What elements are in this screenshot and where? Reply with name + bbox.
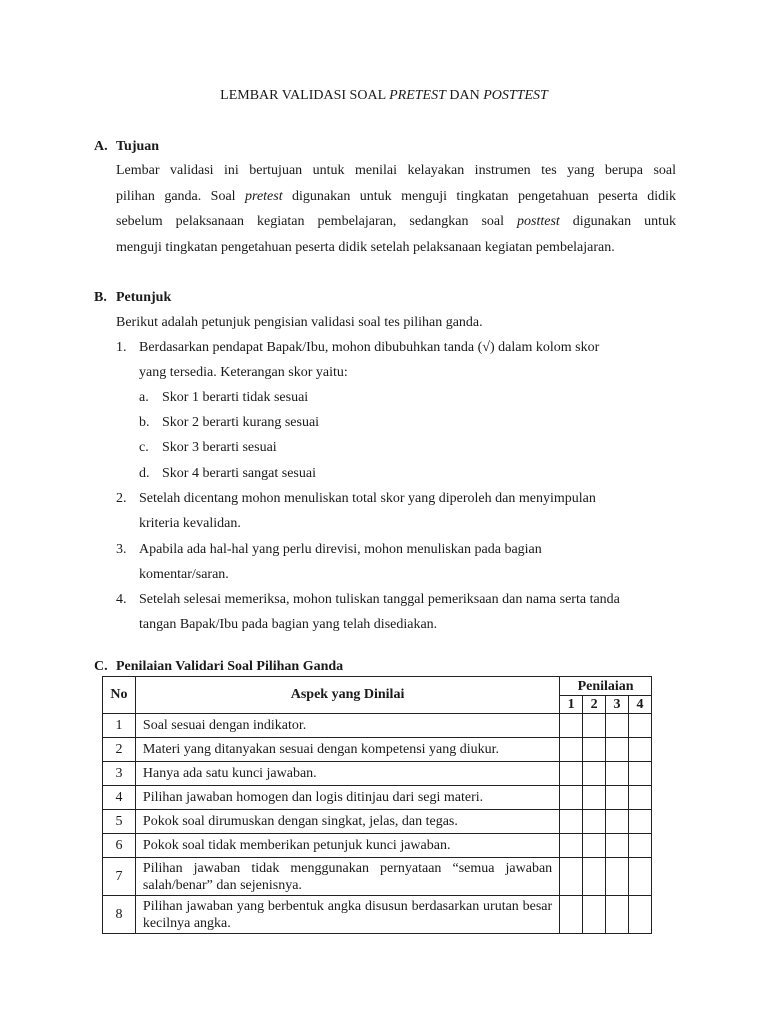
title-mid: DAN (445, 88, 484, 103)
row-aspek-text: Materi yang ditanyakan sesuai dengan kompetensi yang diukur. (142, 742, 500, 757)
item-4-line-2: tangan Bapak/Ibu pada bagian yang telah disediakan. (139, 617, 438, 632)
score-cell[interactable] (629, 858, 652, 896)
section-c-letter: C. (94, 659, 108, 674)
score-cell[interactable] (629, 738, 652, 762)
score-cell[interactable] (560, 738, 583, 762)
item-1-line-2: yang tersedia. Keterangan skor yaitu: (139, 365, 348, 380)
sub-c-text: Skor 3 berarti sesuai (162, 440, 277, 455)
section-a-line-2-part-b: digunakan untuk menguji tingkatan pengetahuan peserta didik (282, 188, 677, 204)
item-4-number: 4. (116, 592, 127, 607)
row-aspek-text: Pilihan jawaban homogen dan logis ditinjau dari segi materi. (142, 790, 484, 805)
section-b-intro: Berikut adalah petunjuk pengisian validasi soal tes pilihan ganda. (116, 315, 483, 330)
header-no: No (103, 677, 136, 714)
row-aspek (135, 896, 559, 934)
table-row (103, 762, 652, 786)
row-aspek (135, 810, 559, 834)
score-cell[interactable] (606, 896, 629, 934)
section-a-line-2-emphasis: pretest (245, 188, 283, 204)
section-c-heading (94, 657, 343, 677)
section-a-line-1: Lembar validasi ini bertujuan untuk menilai kelayakan instrumen tes yang berupa soal (116, 163, 676, 178)
item-1-number: 1. (116, 340, 127, 355)
score-cell[interactable] (560, 810, 583, 834)
score-cell[interactable] (560, 714, 583, 738)
sub-a-label: a. (139, 390, 149, 405)
score-cell[interactable] (583, 810, 606, 834)
row-number: 1 (103, 714, 136, 738)
score-cell[interactable] (583, 762, 606, 786)
score-cell[interactable] (583, 786, 606, 810)
score-cell[interactable] (583, 834, 606, 858)
section-a-line-2 (116, 184, 676, 210)
row-number: 6 (103, 834, 136, 858)
sub-d-text: Skor 4 berarti sangat sesuai (162, 466, 316, 481)
score-cell[interactable] (560, 762, 583, 786)
sub-b-label: b. (139, 415, 150, 430)
row-number: 8 (103, 896, 136, 934)
score-cell[interactable] (629, 762, 652, 786)
score-cell[interactable] (560, 858, 583, 896)
score-cell[interactable] (583, 896, 606, 934)
score-cell[interactable] (606, 810, 629, 834)
row-aspek (135, 762, 559, 786)
header-score-2: 2 (583, 696, 606, 714)
score-cell[interactable] (629, 810, 652, 834)
row-aspek-text: Soal sesuai dengan indikator. (142, 718, 307, 733)
row-aspek-text: Hanya ada satu kunci jawaban. (142, 766, 317, 781)
row-aspek (135, 714, 559, 738)
row-number: 3 (103, 762, 136, 786)
score-cell[interactable] (606, 714, 629, 738)
section-a-line-2-part-a: pilihan ganda. Soal (116, 188, 246, 204)
score-cell[interactable] (629, 834, 652, 858)
table-row (103, 786, 652, 810)
item-3-line-1: Apabila ada hal-hal yang perlu direvisi, mohon menuliskan pada bagian (139, 542, 542, 557)
score-cell[interactable] (560, 896, 583, 934)
score-cell[interactable] (606, 858, 629, 896)
section-a-line-3 (116, 209, 676, 235)
item-2-number: 2. (116, 491, 127, 506)
item-1-line-1: Berdasarkan pendapat Bapak/Ibu, mohon dibubuhkan tanda (√) dalam kolom skor (139, 340, 600, 355)
sub-a-text: Skor 1 berarti tidak sesuai (162, 390, 309, 405)
section-b-heading (94, 288, 171, 308)
score-cell[interactable] (606, 762, 629, 786)
section-a-paragraph (116, 158, 676, 260)
table-row (103, 810, 652, 834)
section-a-line-3-part-b: digunakan untuk (559, 214, 676, 229)
score-cell[interactable] (629, 714, 652, 738)
item-3-line-2: komentar/saran. (139, 567, 229, 582)
table-row (103, 834, 652, 858)
item-2-line-2: kriteria kevalidan. (139, 516, 241, 531)
sub-d-label: d. (139, 466, 150, 481)
row-aspek (135, 786, 559, 810)
item-2-line-1: Setelah dicentang mohon menuliskan total skor yang diperoleh dan menyimpulan (139, 491, 596, 506)
score-cell[interactable] (583, 858, 606, 896)
row-aspek-text: Pokok soal tidak memberikan petunjuk kunci jawaban. (142, 838, 451, 853)
score-cell[interactable] (629, 896, 652, 934)
score-cell[interactable] (583, 738, 606, 762)
section-b-letter: B. (94, 290, 107, 305)
row-aspek-text: Pokok soal dirumuskan dengan singkat, jelas, dan tegas. (142, 814, 458, 829)
header-penilaian: Penilaian (560, 677, 652, 696)
header-score-3: 3 (606, 696, 629, 714)
row-aspek-text: Pilihan jawaban tidak menggunakan pernyataan “semua jawaban salah/benar” dan sejenisnya. (142, 860, 553, 893)
section-a-title: Tujuan (116, 139, 160, 154)
row-number: 2 (103, 738, 136, 762)
score-cell[interactable] (583, 714, 606, 738)
section-a-line-3-emphasis: posttest (517, 214, 560, 229)
validation-table (102, 676, 652, 934)
table-row (103, 858, 652, 896)
score-cell[interactable] (606, 738, 629, 762)
document-title (0, 86, 768, 106)
title-pretest: PRETEST (389, 88, 446, 103)
sub-c-label: c. (139, 440, 149, 455)
item-3-number: 3. (116, 542, 127, 557)
section-c-title: Penilaian Validari Soal Pilihan Ganda (116, 659, 344, 674)
table-row (103, 896, 652, 934)
score-cell[interactable] (560, 786, 583, 810)
section-a-heading (94, 137, 159, 157)
row-number: 4 (103, 786, 136, 810)
title-prefix: LEMBAR VALIDASI SOAL (220, 88, 390, 103)
header-score-1: 1 (560, 696, 583, 714)
sub-b-text: Skor 2 berarti kurang sesuai (162, 415, 320, 430)
row-aspek (135, 834, 559, 858)
item-4-line-1: Setelah selesai memeriksa, mohon tuliskan tanggal pemeriksaan dan nama serta tanda (139, 592, 620, 607)
row-number: 5 (103, 810, 136, 834)
score-cell[interactable] (606, 834, 629, 858)
row-number: 7 (103, 858, 136, 896)
score-cell[interactable] (606, 786, 629, 810)
row-aspek (135, 858, 559, 896)
row-aspek-text: Pilihan jawaban yang berbentuk angka disusun berdasarkan urutan besar kecilnya angka. (142, 898, 553, 931)
header-score-4: 4 (629, 696, 652, 714)
section-b-title: Petunjuk (116, 290, 172, 305)
section-a-letter: A. (94, 139, 108, 154)
section-a-line-4: menguji tingkatan pengetahuan peserta didik setelah pelaksanaan kegiatan pembelajaran. (116, 239, 615, 255)
section-a-line-3-part-a: sebelum pelaksanaan kegiatan pembelajaran, sedangkan soal (116, 214, 518, 229)
header-aspek: Aspek yang Dinilai (135, 677, 559, 714)
score-cell[interactable] (629, 786, 652, 810)
title-posttest: POSTTEST (483, 88, 548, 103)
table-row (103, 738, 652, 762)
score-cell[interactable] (560, 834, 583, 858)
row-aspek (135, 738, 559, 762)
table-row (103, 714, 652, 738)
